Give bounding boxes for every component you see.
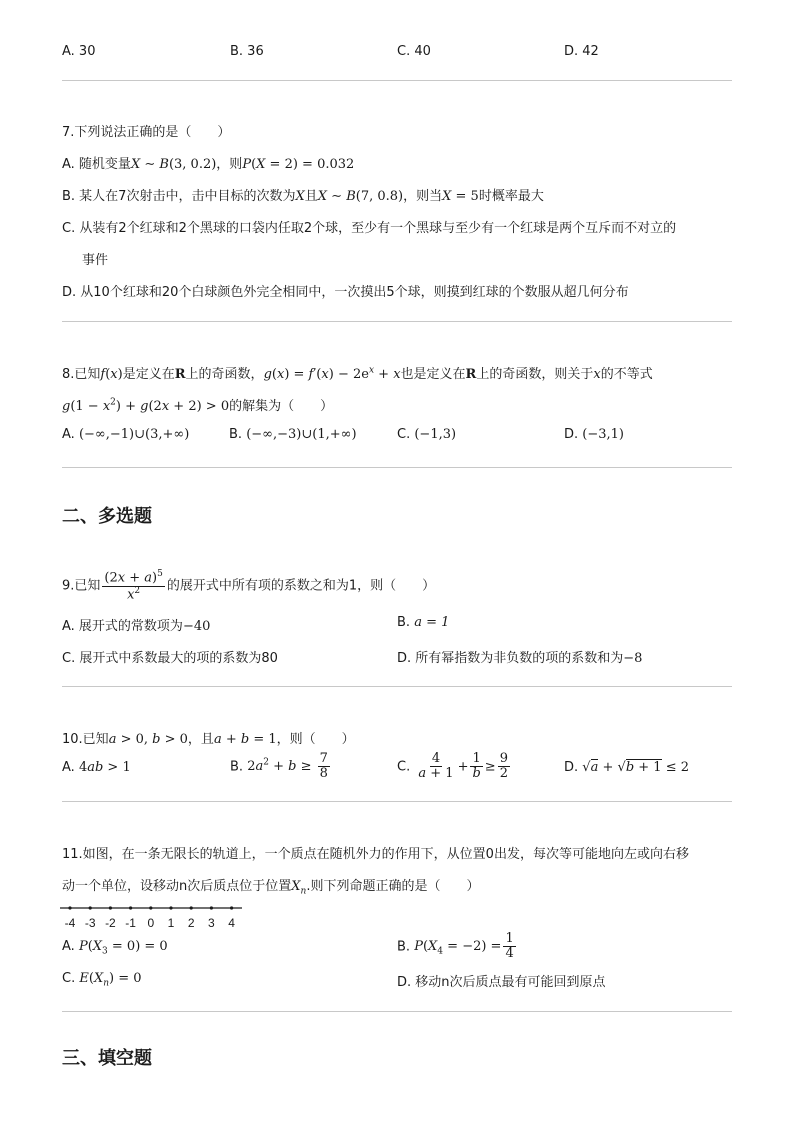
number-line-tick xyxy=(68,906,71,909)
q6-option-b: B. 36 xyxy=(230,44,264,59)
q6-option-d: D. 42 xyxy=(564,44,599,59)
q7-stem: 7.下列说法正确的是（ ） xyxy=(62,125,231,140)
number-line-label: -4 xyxy=(64,916,76,930)
q7-option-b: B. 某人在7次射击中，击中目标的次数为X且X ∼ B(7, 0.8)，则当X = 5时概率最大 xyxy=(62,189,544,204)
section-title-multiple-choice: 二、多选题 xyxy=(62,506,152,527)
divider xyxy=(62,80,732,81)
divider xyxy=(62,1011,732,1012)
q6-option-a: A. 30 xyxy=(62,44,96,59)
number-line-label: 2 xyxy=(187,916,195,930)
q10-option-a: A. 4ab > 1 xyxy=(62,760,131,775)
divider xyxy=(62,467,732,468)
q8-stem-line2: $g(1 - x^2) + g(2x + 2) > 0$的解集为（ ） xyxy=(62,397,334,414)
q11-stem-line2: 动一个单位，设移动n次后质点位于位置$X_n$.则下列命题正确的是（ ） xyxy=(62,879,480,897)
q8-option-d: D. (−3,1) xyxy=(564,427,625,442)
number-line-tick xyxy=(210,906,213,909)
q7-option-c-line2: 事件 xyxy=(82,253,109,268)
q9-option-c: C. 展开式中系数最大的项的系数为80 xyxy=(62,651,278,666)
q7-option-a: A. 随机变量X ∼ B(3, 0.2)，则P(X = 2) = 0.032 xyxy=(62,157,355,172)
number-line-tick xyxy=(89,906,92,909)
number-line-label: -3 xyxy=(84,916,96,930)
q9-stem: 9.已知 $\frac{(2x + a)^5}{x^2}$ 的展开式中所有项的系数之和为1，则（ ） xyxy=(62,569,436,602)
number-line-label: 4 xyxy=(228,916,235,930)
number-line-label: -2 xyxy=(105,916,116,930)
divider xyxy=(62,686,732,687)
q10-option-c: C. $\frac{4}{a + 1}$ + $\frac{1}{b}$ ≥ $\frac{9}{2}$ xyxy=(397,751,508,782)
q11-option-c: C. $E(X_n) = 0$ xyxy=(62,971,142,989)
number-line-tick xyxy=(149,906,152,909)
divider xyxy=(62,801,732,802)
q9-option-b: B. a = 1 xyxy=(397,615,450,630)
number-line-tick xyxy=(169,906,172,909)
q11-option-b: B. $P(X_4 = -2)$ = $\frac{1}{4}$ xyxy=(397,931,514,962)
number-line-tick xyxy=(190,906,193,909)
q10-stem: 10.已知a > 0, b > 0，且a + b = 1，则（ ） xyxy=(62,732,355,747)
q8-option-c: C. (−1,3) xyxy=(397,427,457,442)
number-line-label: -1 xyxy=(125,916,136,930)
q11-option-a: A. $P(X_3 = 0) = 0$ xyxy=(62,939,168,957)
q9-option-d: D. 所有幂指数为非负数的项的系数和为−8 xyxy=(397,651,643,666)
number-line-label: 3 xyxy=(208,916,215,930)
number-line xyxy=(60,900,244,930)
number-line-tick xyxy=(129,906,132,909)
divider xyxy=(62,321,732,322)
section-title-fill-in: 三、填空题 xyxy=(62,1048,152,1069)
number-line-label: 1 xyxy=(167,916,175,930)
q8-option-a: A. (−∞,−1)∪(3,+∞) xyxy=(62,427,190,442)
q8-option-b: B. (−∞,−3)∪(1,+∞) xyxy=(229,427,357,442)
number-line-label: 0 xyxy=(147,916,155,930)
q11-stem-line1: 11.如图，在一条无限长的轨道上，一个质点在随机外力的作用下，从位置0出发，每次等可能地向左或向右移 xyxy=(62,847,689,862)
q7-option-d: D. 从10个红球和20个白球颜色外完全相同中，一次摸出5个球，则摸到红球的个数服从超几何分布 xyxy=(62,285,629,300)
q6-option-c: C. 40 xyxy=(397,44,431,59)
number-line-tick xyxy=(109,906,112,909)
q8-stem-line1: 8.已知f(x)是定义在R上的奇函数，$g(x) = f'(x) - 2e^x + x$也是定义在R上的奇函数，则关于x的不等式 xyxy=(62,365,653,382)
q10-option-b: B. $2a^2 + b$ ≥ $\frac{7}{8}$ xyxy=(230,751,328,782)
q11-option-d: D. 移动n次后质点最有可能回到原点 xyxy=(397,975,606,990)
q9-option-a: A. 展开式的常数项为−40 xyxy=(62,619,211,634)
q10-option-d: D. √a + √b + 1 ≤ 2 xyxy=(564,760,690,775)
q7-option-c-line1: C. 从装有2个红球和2个黑球的口袋内任取2个球，至少有一个黑球与至少有一个红球是两个互斥而不对立的 xyxy=(62,221,677,236)
number-line-tick xyxy=(230,906,233,909)
